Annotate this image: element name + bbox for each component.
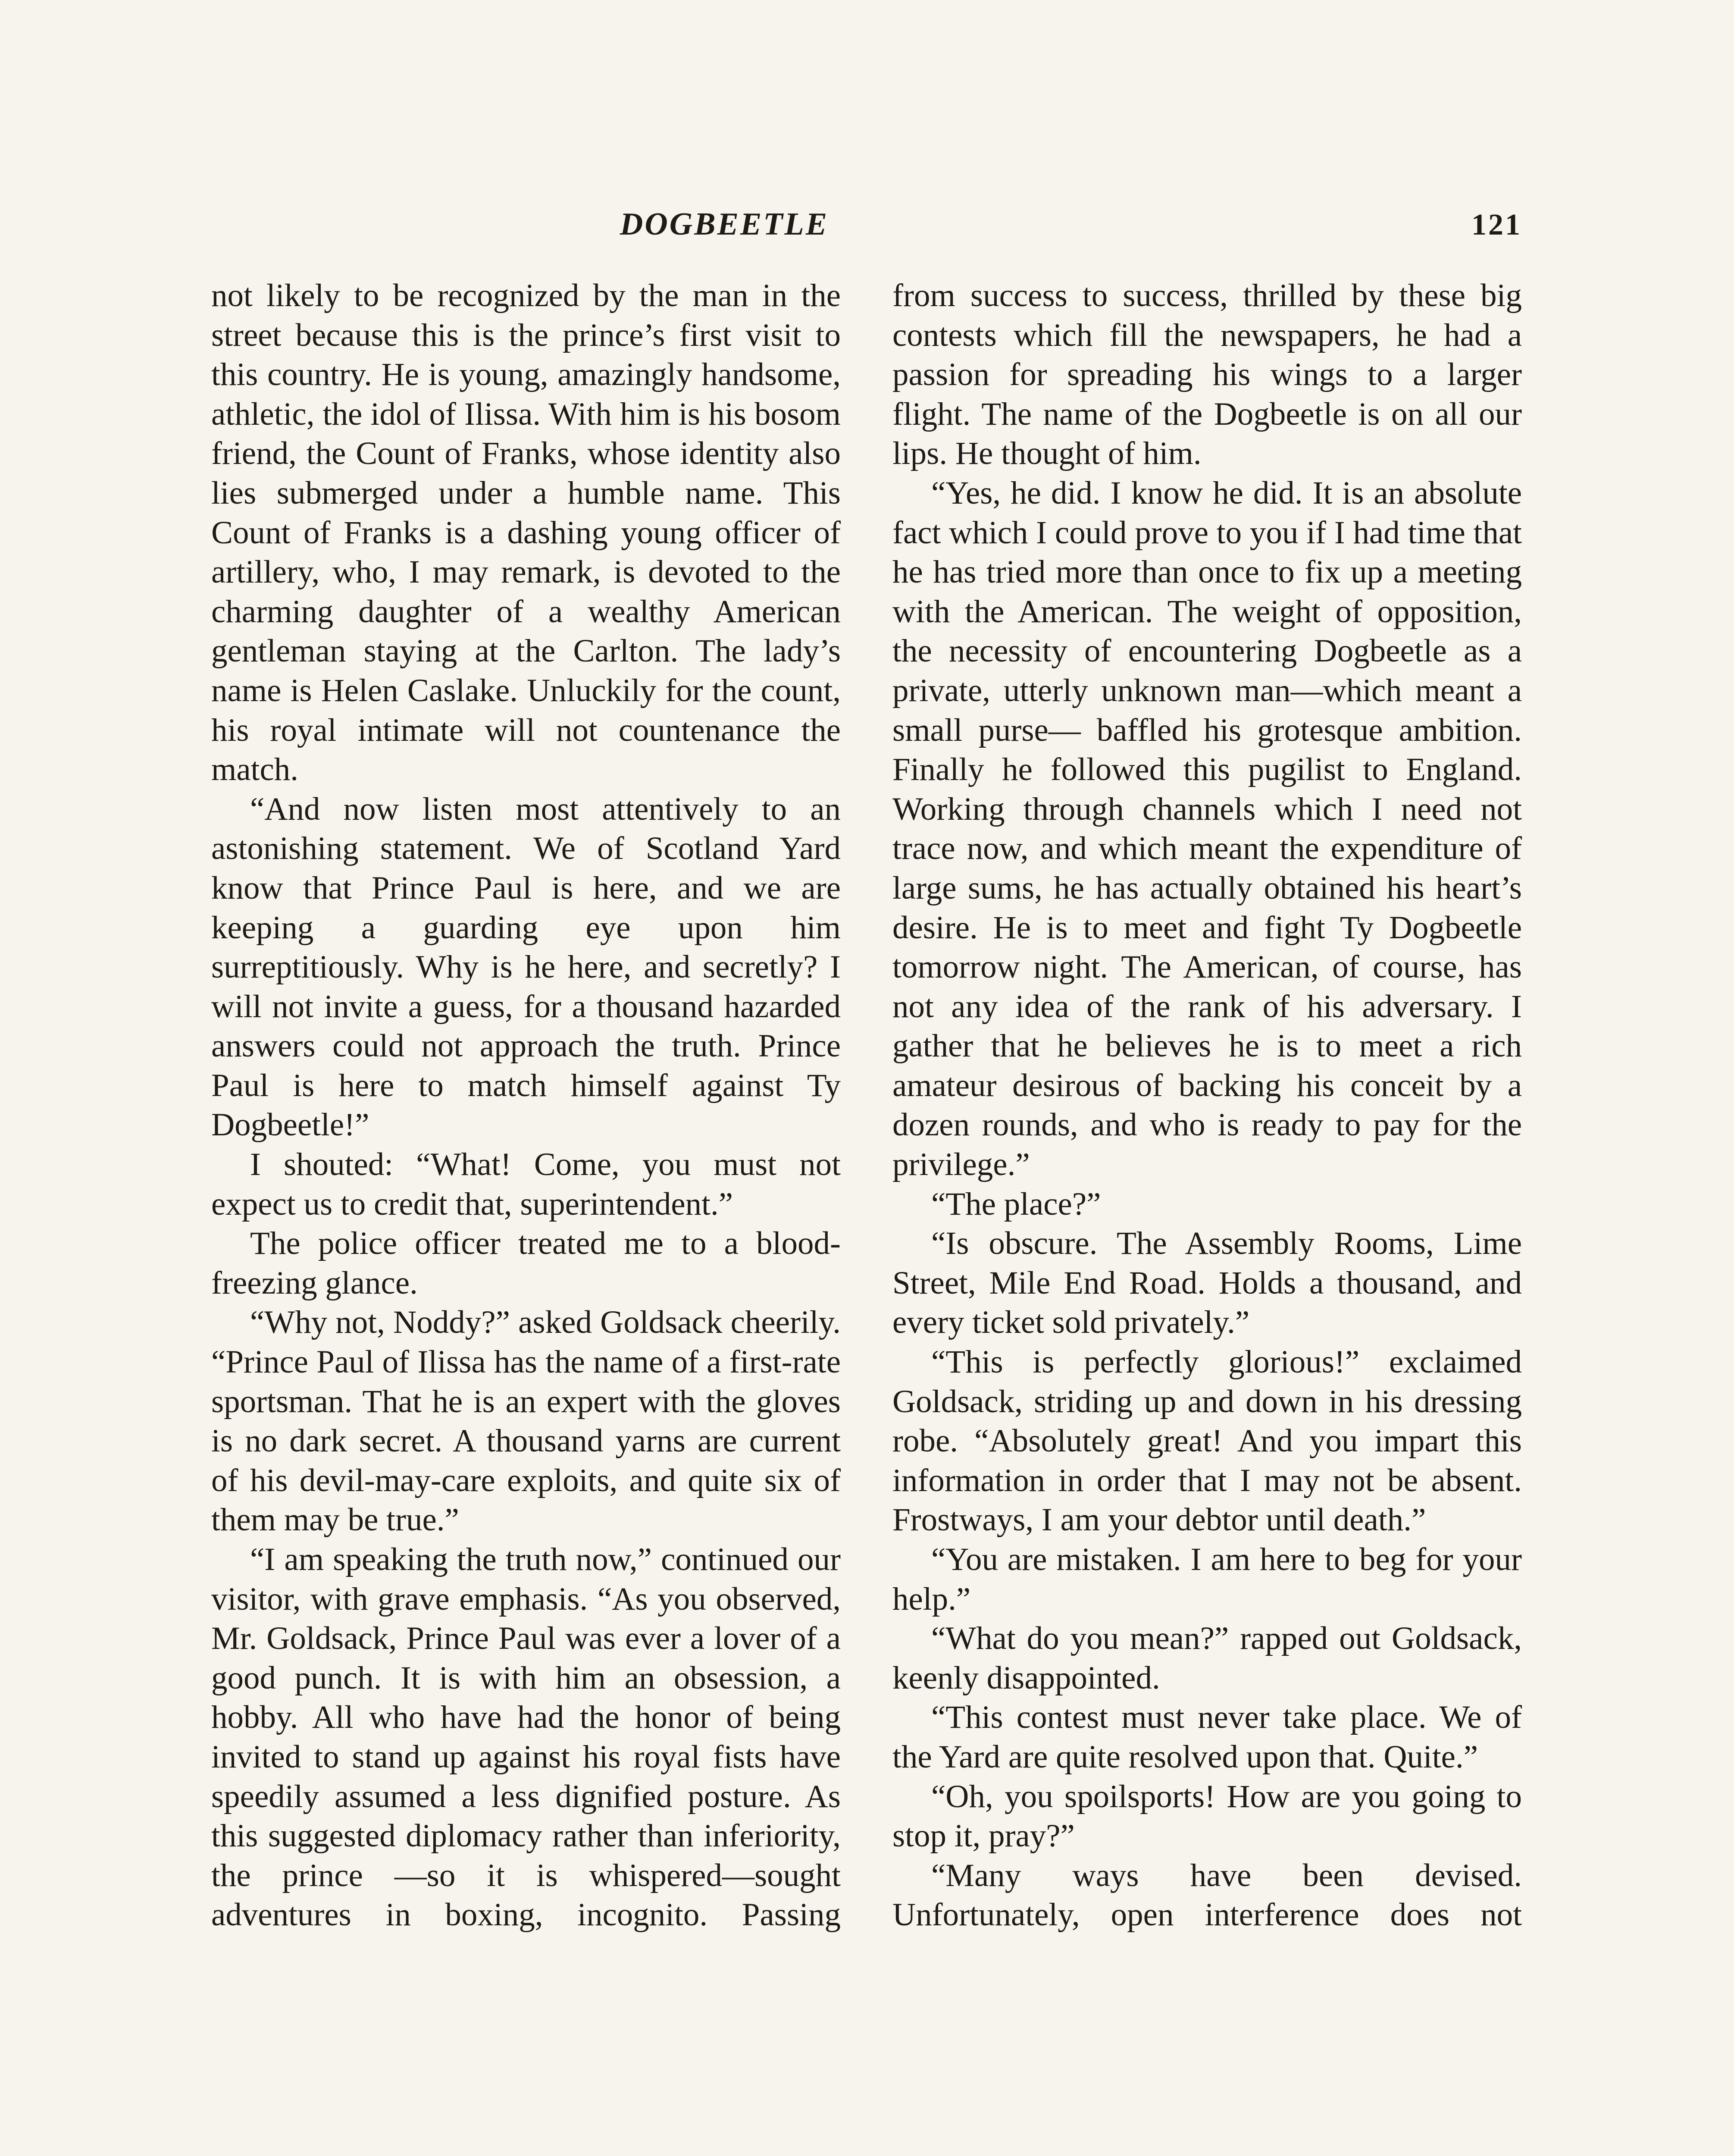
paragraph: “And now listen most attentively to an astonishing statement. We of Scotland Yard know that Prince Paul is here, and we are keeping a guarding eye upon him surreptitiously. Why is he here, and secretly? I will not invite a guess, for a thousand hazarded answers could not approach the truth. Prince Paul is here to match himself against Ty Dogbeetle!” <box>211 791 841 1143</box>
paragraph: “I am speaking the truth now,” continued our visitor, with grave emphasis. “As you observed, Mr. Goldsack, Prince Paul was ever a lover of a good punch. It is with him an obsession, a hobby. All who have had the honor of being invited to stand up against his royal fists have speedily assumed a less dignified posture. As this suggested diplomacy rather than inferiority, the prince —so it is whispered—sought adventures in boxing, incognito. Passing <box>211 1542 841 1933</box>
paragraph: “What do you mean?” rapped out Goldsack, keenly disappointed. <box>892 1620 1522 1696</box>
paragraph: “Many ways have been devised. Unfortunately, open interference does not <box>892 1857 1522 1933</box>
paragraph: The police officer treated me to a blood-freezing glance. <box>211 1225 841 1301</box>
paragraph: “Why not, Noddy?” asked Goldsack cheerily. “Prince Paul of Ilissa has the name of a first-rate sportsman. That he is an expert with the gloves is no dark secret. A thousand yarns are current of his devil-may-care exploits, and quite six of them may be true.” <box>211 1304 841 1538</box>
page-header <box>207 206 1522 254</box>
paragraph: “Yes, he did. I know he did. It is an absolute fact which I could prove to you if I had time that he has tried more than once to fix up a meeting with the American. The weight of opposition, the necessity of encountering Dogbeetle as a private, utterly unknown man—which meant a small purse— baffled his grotesque ambition. Finally he followed this pugilist to England. Working through channels which I need not trace now, and which meant the expenditure of large sums, he has actually obtained his heart’s desire. He is to meet and fight Ty Dogbeetle tomorrow night. The American, of course, has not any idea of the rank of his adversary. I gather that he believes he is to meet a rich amateur desirous of backing his conceit by a dozen rounds, and who is ready to pay for the privilege.” <box>892 475 1522 1183</box>
paragraph: I shouted: “What! Come, you must not expect us to credit that, superintendent.” <box>211 1147 841 1222</box>
paragraph: not likely to be recognized by the man in the street because this is the prince’s first visit to this country. He is young, amazingly handsome, athletic, the idol of Ilissa. With him is his bosom friend, the Count of Franks, whose identity also lies submerged under a humble name. This Count of Franks is a dashing young officer of artillery, who, I may remark, is devoted to the charming daughter of a wealthy American gentleman staying at the Carlton. The lady’s name is Helen Caslake. Unluckily for the count, his royal intimate will not countenance the match. <box>211 278 841 788</box>
text-columns <box>211 276 1522 2156</box>
paragraph: “Is obscure. The Assembly Rooms, Lime Street, Mile End Road. Holds a thousand, and every ticket sold privately.” <box>892 1225 1522 1341</box>
paragraph: “This is perfectly glorious!” exclaimed Goldsack, striding up and down in his dressing robe. “Absolutely great! And you impart this information in order that I may not be absent. Frostways, I am your debtor until death.” <box>892 1344 1522 1538</box>
paragraph: from success to success, thrilled by these big contests which fill the newspapers, he had a passion for spreading his wings to a larger flight. The name of the Dogbeetle is on all our lips. He thought of him. <box>892 278 1522 472</box>
right-column <box>892 276 1522 1935</box>
running-title: DOGBEETLE <box>620 207 829 242</box>
paragraph: “The place?” <box>931 1186 1101 1222</box>
page-number: 121 <box>1471 208 1522 241</box>
paragraph: “You are mistaken. I am here to beg for your help.” <box>892 1542 1522 1617</box>
left-column <box>211 276 841 1935</box>
paragraph: “This contest must never take place. We of the Yard are quite resolved upon that. Quite.” <box>892 1699 1522 1775</box>
paragraph: “Oh, you spoilsports! How are you going to stop it, pray?” <box>892 1778 1522 1854</box>
